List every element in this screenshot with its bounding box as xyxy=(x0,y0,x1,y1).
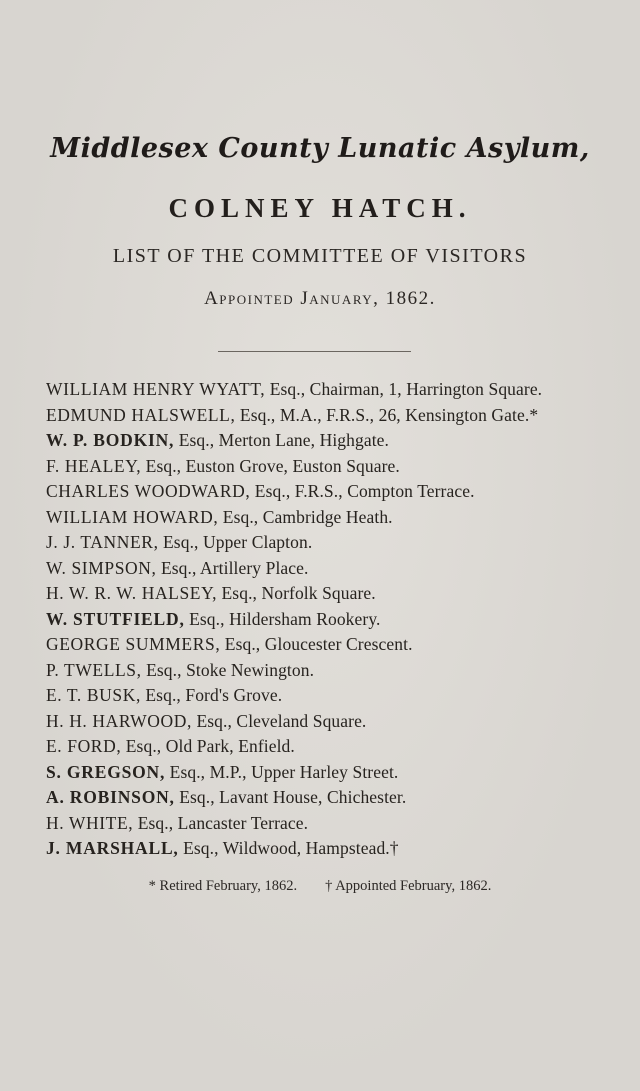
member-details: Esq., Euston Grove, Euston Square. xyxy=(141,455,400,476)
member-name: H. W. R. W. HALSEY, xyxy=(46,583,218,603)
footnote-retired: * Retired February, 1862. xyxy=(148,878,298,894)
member-details: Esq., Lavant House, Chichester. xyxy=(174,787,407,807)
list-item xyxy=(46,709,636,735)
appointed-date: Appointed January, 1862. xyxy=(204,288,436,309)
member-name: E. FORD, xyxy=(46,736,122,756)
list-item xyxy=(46,377,636,403)
place-title: COLNEY HATCH. xyxy=(168,193,472,223)
member-name: WILLIAM HOWARD, xyxy=(46,506,219,527)
list-item xyxy=(46,607,636,633)
member-name: W. STUTFIELD, xyxy=(46,608,185,629)
member-details: Esq., Stoke Newington. xyxy=(141,659,315,680)
member-details: Esq., Gloucester Crescent. xyxy=(220,634,413,654)
member-name: W. SIMPSON, xyxy=(46,557,157,578)
list-item xyxy=(46,811,636,837)
member-name: F. HEALEY, xyxy=(46,455,142,476)
member-details: Esq., Lancaster Terrace. xyxy=(133,812,309,833)
member-name: W. P. BODKIN, xyxy=(46,430,175,450)
list-item xyxy=(46,734,636,760)
committee-list xyxy=(46,377,636,862)
list-item xyxy=(46,428,636,454)
list-item xyxy=(46,505,636,531)
member-details: Esq., M.A., F.R.S., 26, Kensington Gate.* xyxy=(235,404,539,425)
member-name: H. H. HARWOOD, xyxy=(46,710,192,731)
list-item xyxy=(46,785,636,811)
member-details: Esq., Upper Clapton. xyxy=(158,532,313,552)
member-details: Esq., Cleveland Square. xyxy=(191,710,367,731)
member-name: P. TWELLS, xyxy=(46,659,142,680)
list-item xyxy=(46,658,636,684)
member-name: S. GREGSON, xyxy=(46,761,166,782)
member-name: WILLIAM HENRY WYATT, xyxy=(46,379,266,399)
member-details: Esq., Merton Lane, Highgate. xyxy=(174,430,390,450)
member-name: A. ROBINSON, xyxy=(46,787,175,807)
member-name: H. WHITE, xyxy=(46,812,134,833)
footnotes xyxy=(0,878,640,895)
member-name: E. T. BUSK, xyxy=(46,685,141,705)
member-name: GEORGE SUMMERS, xyxy=(46,634,221,654)
list-item xyxy=(46,479,636,505)
member-details: Esq., Norfolk Square. xyxy=(217,583,376,603)
member-details: Esq., Artillery Place. xyxy=(156,557,309,578)
footnote-appointed: † Appointed February, 1862. xyxy=(325,878,492,894)
member-details: Esq., F.R.S., Compton Terrace. xyxy=(250,481,475,501)
list-item xyxy=(46,530,636,556)
member-details: Esq., Hildersham Rookery. xyxy=(184,608,381,629)
list-item xyxy=(46,760,636,786)
member-details: Esq., Chairman, 1, Harrington Square. xyxy=(265,379,543,399)
list-heading: LIST OF THE COMMITTEE OF VISITORS xyxy=(112,245,528,267)
list-item xyxy=(46,454,636,480)
member-name: CHARLES WOODWARD, xyxy=(46,481,251,501)
member-details: Esq., Old Park, Enfield. xyxy=(121,736,295,756)
list-item xyxy=(46,403,636,429)
list-item xyxy=(46,581,636,607)
member-details: Esq., Ford's Grove. xyxy=(140,685,283,705)
list-item xyxy=(46,683,636,709)
divider-rule xyxy=(218,351,411,352)
list-item xyxy=(46,556,636,582)
list-item xyxy=(46,836,636,862)
member-details: Esq., Cambridge Heath. xyxy=(218,506,393,527)
member-name: J. J. TANNER, xyxy=(46,532,159,552)
list-item xyxy=(46,632,636,658)
member-details: Esq., Wildwood, Hampstead.† xyxy=(178,838,399,858)
member-name: J. MARSHALL, xyxy=(46,838,179,858)
institution-title: Middlesex County Lunatic Asylum, xyxy=(50,133,590,164)
member-details: Esq., M.P., Upper Harley Street. xyxy=(165,761,399,782)
member-name: EDMUND HALSWELL, xyxy=(46,404,236,425)
